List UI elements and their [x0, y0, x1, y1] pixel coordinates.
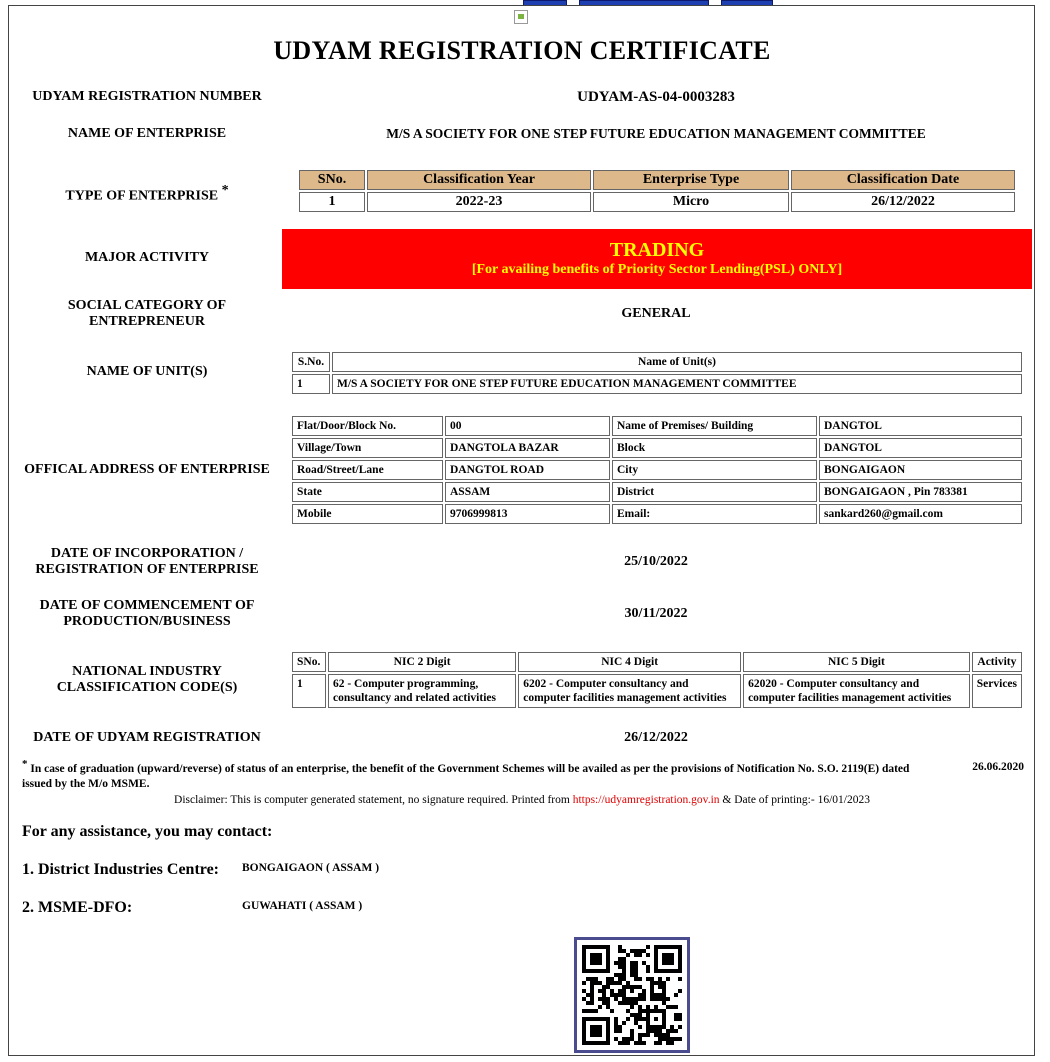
nic-cell: 1 [292, 674, 326, 708]
email-cell: sankard260@gmail.com [819, 504, 1022, 524]
units-header: S.No. [292, 352, 330, 372]
type-label-text: TYPE OF ENTERPRISE [65, 188, 219, 204]
units-cell: M/S A SOCIETY FOR ONE STEP FUTURE EDUCATION MANAGEMENT COMMITTEE [332, 374, 1022, 394]
certificate-frame [8, 5, 1035, 1056]
footnote-date: 26.06.2020 [972, 761, 1024, 773]
major-activity-note: [For availing benefits of Priority Sector Lending(PSL) ONLY] [471, 262, 843, 277]
table-row [292, 674, 1022, 708]
address-cell: Email: [612, 504, 817, 524]
footnote-text2: issued by the M/o MSME. [22, 777, 150, 790]
nic-cell: Services [972, 674, 1022, 708]
disclaimer-text: Disclaimer: This is computer generated statement, no signature required. Printed from [174, 794, 570, 806]
nic-header: NIC 4 Digit [518, 652, 741, 672]
cls-header: Enterprise Type [593, 170, 789, 190]
major-activity-value: TRADING [609, 239, 705, 261]
cls-header: SNo. [299, 170, 365, 190]
dfo-value: GUWAHATI ( ASSAM ) [242, 900, 363, 912]
address-cell: DANGTOL ROAD [445, 460, 610, 480]
reg-number-value: UDYAM-AS-04-0003283 [577, 89, 735, 105]
incorporation-value: 25/10/2022 [624, 554, 688, 569]
major-activity-label: MAJOR ACTIVITY [84, 250, 210, 265]
assistance-heading: For any assistance, you may contact: [22, 823, 273, 840]
cls-cell: Micro [593, 192, 789, 212]
address-cell: Block [612, 438, 817, 458]
units-cell: 1 [292, 374, 330, 394]
cls-cell: 1 [299, 192, 365, 212]
nic-header: SNo. [292, 652, 326, 672]
cls-cell: 26/12/2022 [791, 192, 1015, 212]
nic-header: Activity [972, 652, 1022, 672]
table-row [292, 504, 1022, 524]
enterprise-name-label: NAME OF ENTERPRISE [67, 126, 227, 141]
address-cell: State [292, 482, 443, 502]
major-activity-banner [282, 229, 1032, 289]
address-cell: District [612, 482, 817, 502]
udyam-date-label: DATE OF UDYAM REGISTRATION [33, 730, 261, 745]
nic-table [290, 650, 1024, 710]
cls-header: Classification Year [367, 170, 591, 190]
dfo-label: 2. MSME-DFO: [22, 899, 133, 916]
dic-label: 1. District Industries Centre: [22, 861, 220, 878]
classification-table [297, 168, 1017, 214]
address-label: OFFICAL ADDRESS OF ENTERPRISE [24, 462, 270, 477]
cls-cell: 2022-23 [367, 192, 591, 212]
social-category-value: GENERAL [621, 306, 691, 321]
footnote-text: In case of graduation (upward/reverse) of status of an enterprise, the benefit of the Government Schemes will be availed as per the provisions of Notification No. S.O. 2119(E) dated [30, 762, 910, 775]
address-cell: 00 [445, 416, 610, 436]
broken-image-icon [514, 10, 528, 24]
cls-header: Classification Date [791, 170, 1015, 190]
commencement-label: DATE OF COMMENCEMENT OF PRODUCTION/BUSINESS [39, 598, 255, 629]
table-row [292, 482, 1022, 502]
nic-cell: 62020 - Computer consultancy and computer facilities management activities [743, 674, 970, 708]
disclaimer-text2: & Date of printing:- 16/01/2023 [722, 794, 870, 806]
table-row [292, 416, 1022, 436]
nic-cell: 6202 - Computer consultancy and computer facilities management activities [518, 674, 741, 708]
disclaimer-link[interactable]: https://udyamregistration.gov.in [572, 794, 720, 806]
address-cell: Mobile [292, 504, 443, 524]
address-cell: DANGTOL [819, 416, 1022, 436]
qr-code-icon [582, 945, 682, 1045]
address-cell: DANGTOL [819, 438, 1022, 458]
address-cell: Name of Premises/ Building [612, 416, 817, 436]
type-label [20, 183, 274, 205]
dic-value: BONGAIGAON ( ASSAM ) [242, 862, 380, 874]
nic-header: NIC 2 Digit [328, 652, 516, 672]
footnote [22, 757, 1024, 792]
units-header: Name of Unit(s) [332, 352, 1022, 372]
disclaimer [0, 794, 1044, 806]
address-table [290, 414, 1024, 526]
address-cell: 9706999813 [445, 504, 610, 524]
reg-number-label: UDYAM REGISTRATION NUMBER [32, 89, 262, 104]
table-row [292, 438, 1022, 458]
incorporation-label: DATE OF INCORPORATION / REGISTRATION OF ENTERPRISE [35, 546, 259, 577]
address-cell: BONGAIGAON , Pin 783381 [819, 482, 1022, 502]
footnote-mark: * [22, 758, 28, 770]
address-cell: ASSAM [445, 482, 610, 502]
udyam-date-value: 26/12/2022 [624, 730, 688, 745]
address-cell: DANGTOLA BAZAR [445, 438, 610, 458]
address-cell: City [612, 460, 817, 480]
table-row [292, 460, 1022, 480]
type-asterisk: * [221, 183, 229, 198]
qr-code [574, 937, 690, 1053]
enterprise-name-value: M/S A SOCIETY FOR ONE STEP FUTURE EDUCATION MANAGEMENT COMMITTEE [386, 126, 926, 141]
nic-header: NIC 5 Digit [743, 652, 970, 672]
nic-cell: 62 - Computer programming, consultancy and related activities [328, 674, 516, 708]
commencement-value: 30/11/2022 [624, 606, 688, 621]
units-table [290, 350, 1024, 396]
address-cell: Village/Town [292, 438, 443, 458]
address-cell: Road/Street/Lane [292, 460, 443, 480]
table-row [292, 374, 1022, 394]
units-label: NAME OF UNIT(S) [86, 364, 208, 379]
page-title: UDYAM REGISTRATION CERTIFICATE [273, 36, 771, 65]
social-category-label: SOCIAL CATEGORY OF ENTREPRENEUR [67, 298, 227, 329]
address-cell: BONGAIGAON [819, 460, 1022, 480]
address-cell: Flat/Door/Block No. [292, 416, 443, 436]
nic-label: NATIONAL INDUSTRY CLASSIFICATION CODE(S) [56, 664, 238, 695]
